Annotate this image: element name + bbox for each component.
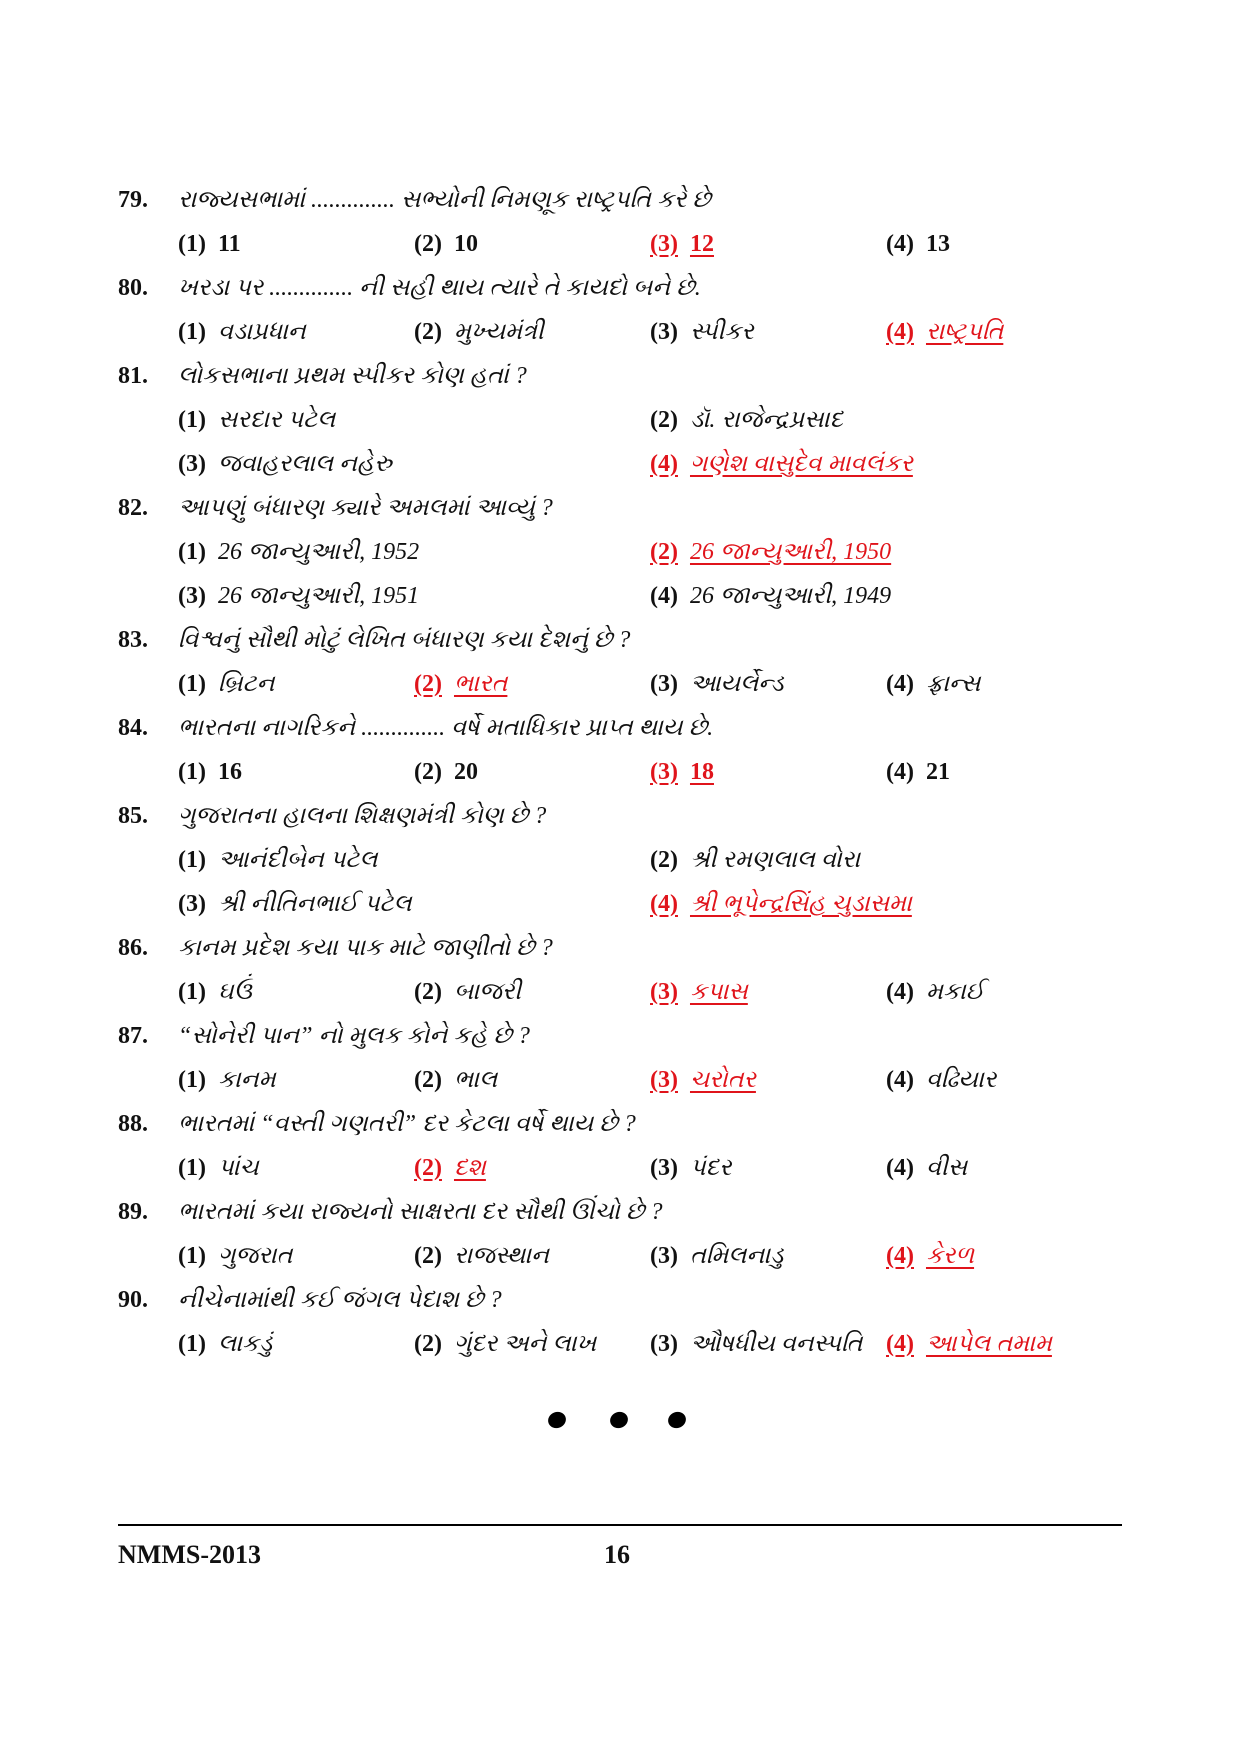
- question-80: [118, 266, 1128, 310]
- option-3-correct: (3) 12: [650, 230, 714, 257]
- question-text: ભારતમાં “વસ્તી ગણતરી” દર કેટલા વર્ષે થાય છે ?: [178, 1110, 636, 1137]
- option-3: (3) પંદર: [650, 1154, 732, 1181]
- question-list: [118, 178, 1128, 1366]
- option-4: (4) 13: [886, 230, 950, 257]
- question-85: [118, 794, 1128, 838]
- question-number: 81.: [118, 362, 148, 389]
- option-1: (1) કાનમ: [178, 1066, 276, 1093]
- option-3-correct: (3) ચરોતર: [650, 1066, 756, 1093]
- option-1: (1) પાંચ: [178, 1154, 259, 1181]
- option-2: (2) ડૉ. રાજેન્દ્રપ્રસાદ: [650, 406, 843, 433]
- options-85-row-2: [118, 882, 1128, 926]
- options-88: [118, 1146, 1128, 1190]
- option-4: (4) ફ્રાન્સ: [886, 670, 981, 697]
- options-85-row-1: [118, 838, 1128, 882]
- page-number: 16: [604, 1540, 630, 1569]
- option-2-correct: (2) 26 જાન્યુઆરી, 1950: [650, 538, 892, 565]
- option-4: (4) મકાઈ: [886, 978, 985, 1005]
- options-81-row-1: [118, 398, 1128, 442]
- option-1: (1) સરદાર પટેલ: [178, 406, 336, 433]
- question-87: [118, 1014, 1128, 1058]
- question-90: [118, 1278, 1128, 1322]
- option-2: (2) મુખ્યમંત્રી: [414, 318, 544, 345]
- option-1: (1) લાકડું: [178, 1330, 273, 1357]
- option-4: (4) 26 જાન્યુઆરી, 1949: [650, 582, 892, 609]
- options-83: [118, 662, 1128, 706]
- option-1: (1) ઘઉં: [178, 978, 252, 1005]
- dot-icon: [608, 1409, 630, 1430]
- option-3: (3) ઔષધીય વનસ્પતિ: [650, 1330, 863, 1357]
- options-84: [118, 750, 1128, 794]
- option-4: (4) વઢિયાર: [886, 1066, 997, 1093]
- question-text: કાનમ પ્રદેશ કયા પાક માટે જાણીતો છે ?: [178, 934, 553, 961]
- option-4: (4) વીસ: [886, 1154, 968, 1181]
- question-number: 79.: [118, 186, 148, 213]
- question-86: [118, 926, 1128, 970]
- question-text: ગુજરાતના હાલના શિક્ષણમંત્રી કોણ છે ?: [178, 802, 547, 829]
- end-of-section-dots: [548, 1412, 698, 1436]
- question-number: 83.: [118, 626, 148, 653]
- option-3: (3) શ્રી નીતિનભાઈ પટેલ: [178, 890, 412, 917]
- option-3: (3) 26 જાન્યુઆરી, 1951: [178, 582, 420, 609]
- option-2: (2) 20: [414, 758, 478, 785]
- options-79: [118, 222, 1128, 266]
- option-3: (3) તમિલનાડુ: [650, 1242, 784, 1269]
- options-81-row-2: [118, 442, 1128, 486]
- option-1: (1) બ્રિટન: [178, 670, 275, 697]
- question-number: 84.: [118, 714, 148, 741]
- option-1: (1) વડાપ્રધાન: [178, 318, 306, 345]
- question-number: 85.: [118, 802, 148, 829]
- option-2: (2) રાજસ્થાન: [414, 1242, 550, 1269]
- question-text: “સોનેરી પાન” નો મુલક કોને કહે છે ?: [178, 1022, 530, 1049]
- option-1: (1) 11: [178, 230, 241, 257]
- option-1: (1) 26 જાન્યુઆરી, 1952: [178, 538, 420, 565]
- option-4-correct: (4) શ્રી ભૂપેન્દ્રસિંહ ચુડાસમા: [650, 890, 912, 917]
- options-82-row-2: [118, 574, 1128, 618]
- question-number: 90.: [118, 1286, 148, 1313]
- option-2-correct: (2) ભારત: [414, 670, 508, 697]
- options-80: [118, 310, 1128, 354]
- option-2: (2) શ્રી રમણલાલ વોરા: [650, 846, 861, 873]
- option-1: (1) ગુજરાત: [178, 1242, 293, 1269]
- question-82: [118, 486, 1128, 530]
- option-1: (1) 16: [178, 758, 242, 785]
- option-3: (3) સ્પીકર: [650, 318, 754, 345]
- question-89: [118, 1190, 1128, 1234]
- question-number: 89.: [118, 1198, 148, 1225]
- option-2: (2) 10: [414, 230, 478, 257]
- option-4-correct: (4) ગણેશ વાસુદેવ માવલંકર: [650, 450, 913, 477]
- options-82-row-1: [118, 530, 1128, 574]
- option-4-correct: (4) રાષ્ટ્રપતિ: [886, 318, 1004, 345]
- question-88: [118, 1102, 1128, 1146]
- question-number: 87.: [118, 1022, 148, 1049]
- option-4-correct: (4) આપેલ તમામ: [886, 1330, 1052, 1357]
- options-89: [118, 1234, 1128, 1278]
- option-2: (2) બાજરી: [414, 978, 522, 1005]
- dot-icon: [546, 1409, 568, 1430]
- option-4: (4) 21: [886, 758, 950, 785]
- question-81: [118, 354, 1128, 398]
- question-text: ભારતના નાગરિકને .............. વર્ષે મતાધિકાર પ્રાપ્ત થાય છે.: [178, 714, 714, 741]
- option-3: (3) જવાહરલાલ નહેરુ: [178, 450, 392, 477]
- question-text: આપણું બંધારણ ક્યારે અમલમાં આવ્યું ?: [178, 494, 553, 521]
- dot-icon: [666, 1409, 688, 1430]
- question-text: રાજ્યસભામાં .............. સભ્યોની નિમણૂક રાષ્ટ્રપતિ કરે છે: [178, 186, 711, 213]
- question-79: [118, 178, 1128, 222]
- option-4-correct: (4) કેરળ: [886, 1242, 975, 1269]
- option-3-correct: (3) 18: [650, 758, 714, 785]
- question-text: ભારતમાં કયા રાજ્યનો સાક્ષરતા દર સૌથી ઊંચો છે ?: [178, 1198, 663, 1225]
- options-90: [118, 1322, 1128, 1366]
- options-87: [118, 1058, 1128, 1102]
- option-3: (3) આયર્લેન્ડ: [650, 670, 784, 697]
- question-text: નીચેનામાંથી કઈ જંગલ પેદાશ છે ?: [178, 1286, 502, 1313]
- option-2-correct: (2) દશ: [414, 1154, 486, 1181]
- question-number: 86.: [118, 934, 148, 961]
- option-1: (1) આનંદીબેન પટેલ: [178, 846, 378, 873]
- question-number: 82.: [118, 494, 148, 521]
- options-86: [118, 970, 1128, 1014]
- option-3-correct: (3) કપાસ: [650, 978, 748, 1005]
- question-84: [118, 706, 1128, 750]
- question-text: ખરડા પર .............. ની સહી થાય ત્યારે તે કાયદો બને છે.: [178, 274, 701, 301]
- question-number: 80.: [118, 274, 148, 301]
- question-number: 88.: [118, 1110, 148, 1137]
- footer-divider: [118, 1524, 1122, 1526]
- question-83: [118, 618, 1128, 662]
- footer-exam-code: NMMS-2013: [118, 1540, 261, 1569]
- question-text: લોકસભાના પ્રથમ સ્પીકર કોણ હતાં ?: [178, 362, 527, 389]
- question-text: વિશ્વનું સૌથી મોટું લેખિત બંધારણ કયા દેશનું છે ?: [178, 626, 631, 653]
- option-2: (2) ભાલ: [414, 1066, 498, 1093]
- option-2: (2) ગુંદર અને લાખ: [414, 1330, 597, 1357]
